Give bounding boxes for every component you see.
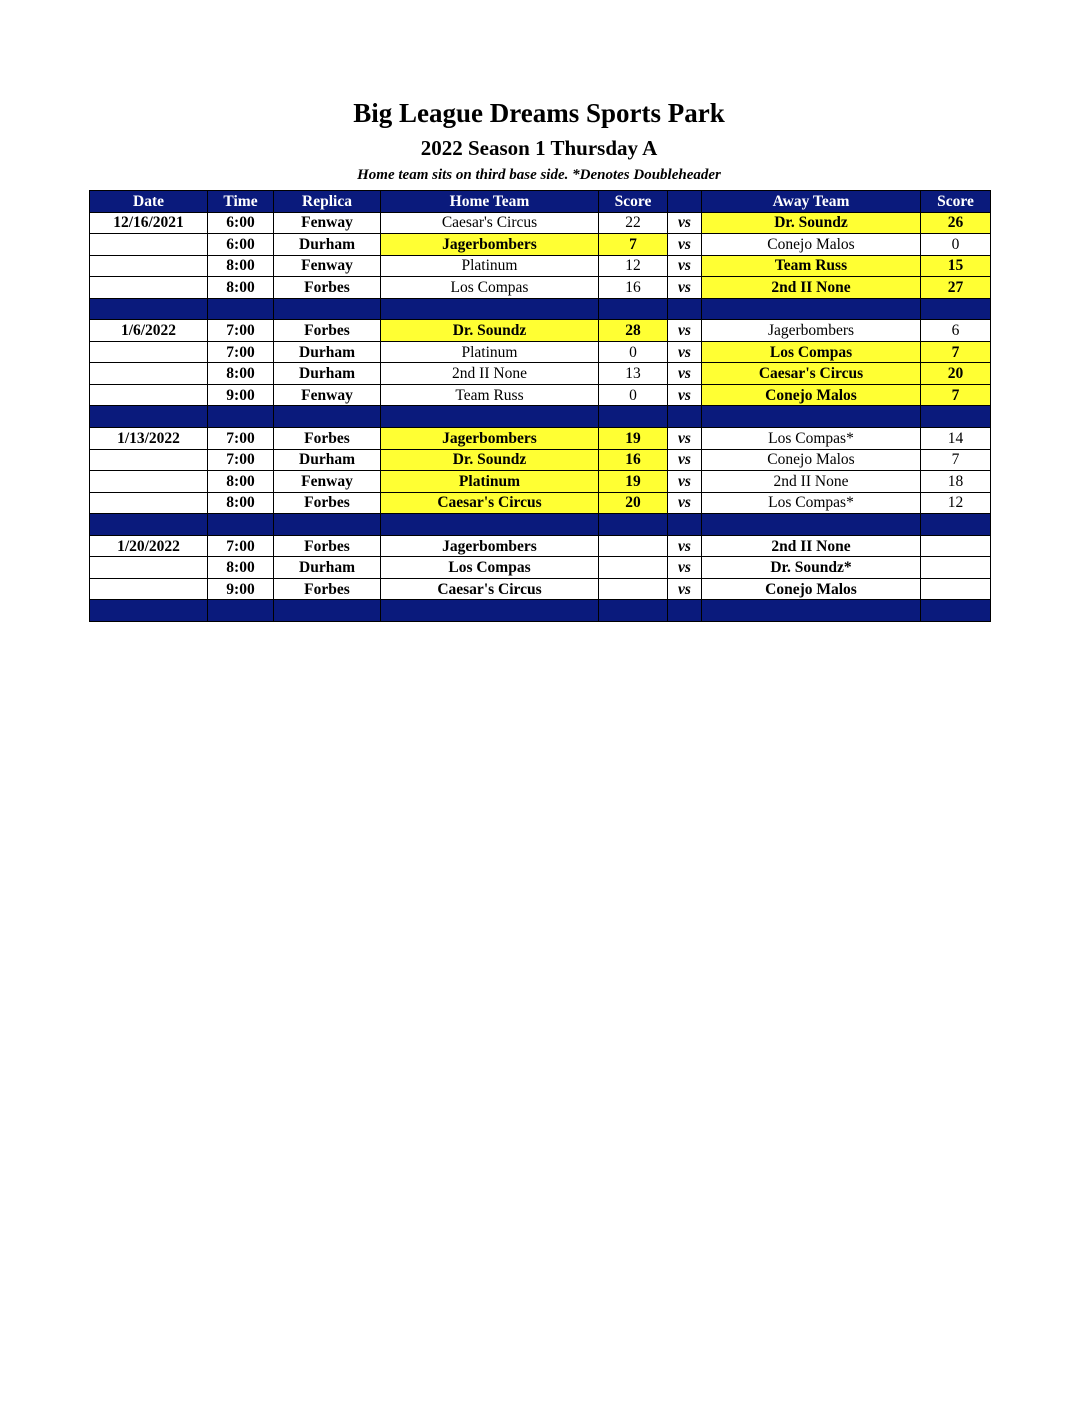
separator-cell: [90, 406, 208, 428]
schedule-table: [89, 190, 991, 622]
date-cell: [90, 255, 208, 277]
separator-cell: [921, 298, 991, 320]
time-cell: 8:00: [208, 255, 274, 277]
vs-cell: vs: [668, 535, 702, 557]
col-header-away-score: Score: [921, 191, 991, 213]
away-team-cell: Conejo Malos: [702, 384, 921, 406]
away-score-cell: 12: [921, 492, 991, 514]
separator-cell: [274, 514, 381, 536]
home-team-cell: Caesar's Circus: [381, 212, 599, 234]
home-team-cell: Platinum: [381, 471, 599, 493]
home-score-cell: [599, 557, 668, 579]
date-cell: 1/6/2022: [90, 320, 208, 342]
separator-cell: [702, 406, 921, 428]
vs-cell: vs: [668, 492, 702, 514]
replica-cell: Durham: [274, 449, 381, 471]
home-team-cell: Platinum: [381, 341, 599, 363]
vs-cell: vs: [668, 557, 702, 579]
col-header-date: Date: [90, 191, 208, 213]
table-row: [90, 471, 991, 493]
date-cell: 1/20/2022: [90, 535, 208, 557]
away-score-cell: 0: [921, 234, 991, 256]
separator-cell: [599, 514, 668, 536]
home-team-cell: Dr. Soundz: [381, 320, 599, 342]
time-cell: 6:00: [208, 212, 274, 234]
away-score-cell: 15: [921, 255, 991, 277]
separator-cell: [90, 298, 208, 320]
replica-cell: Forbes: [274, 492, 381, 514]
away-team-cell: Conejo Malos: [702, 234, 921, 256]
away-team-cell: 2nd II None: [702, 535, 921, 557]
table-row: [90, 449, 991, 471]
away-score-cell: 7: [921, 449, 991, 471]
home-team-cell: Jagerbombers: [381, 535, 599, 557]
home-team-cell: Jagerbombers: [381, 428, 599, 450]
home-score-cell: 13: [599, 363, 668, 385]
away-team-cell: Los Compas: [702, 341, 921, 363]
home-team-cell: Los Compas: [381, 277, 599, 299]
home-score-cell: 20: [599, 492, 668, 514]
away-score-cell: 7: [921, 341, 991, 363]
home-score-cell: 28: [599, 320, 668, 342]
home-score-cell: 22: [599, 212, 668, 234]
table-row: [90, 578, 991, 600]
home-team-cell: Dr. Soundz: [381, 449, 599, 471]
schedule-body: [90, 212, 991, 621]
vs-cell: vs: [668, 255, 702, 277]
away-score-cell: 18: [921, 471, 991, 493]
vs-cell: vs: [668, 234, 702, 256]
home-team-cell: Team Russ: [381, 384, 599, 406]
date-cell: [90, 471, 208, 493]
col-header-home-score: Score: [599, 191, 668, 213]
table-row: [90, 363, 991, 385]
replica-cell: Fenway: [274, 255, 381, 277]
home-score-cell: 16: [599, 277, 668, 299]
date-cell: 12/16/2021: [90, 212, 208, 234]
separator-cell: [274, 298, 381, 320]
time-cell: 8:00: [208, 492, 274, 514]
separator-cell: [381, 298, 599, 320]
time-cell: 7:00: [208, 320, 274, 342]
col-header-home-team: Home Team: [381, 191, 599, 213]
replica-cell: Durham: [274, 341, 381, 363]
separator-cell: [668, 298, 702, 320]
replica-cell: Forbes: [274, 320, 381, 342]
separator-cell: [381, 600, 599, 622]
home-team-cell: Jagerbombers: [381, 234, 599, 256]
home-team-cell: Platinum: [381, 255, 599, 277]
vs-cell: vs: [668, 384, 702, 406]
table-row: [90, 341, 991, 363]
replica-cell: Fenway: [274, 384, 381, 406]
home-team-cell: 2nd II None: [381, 363, 599, 385]
replica-cell: Durham: [274, 557, 381, 579]
col-header-replica: Replica: [274, 191, 381, 213]
away-score-cell: 14: [921, 428, 991, 450]
away-score-cell: 26: [921, 212, 991, 234]
away-score-cell: 27: [921, 277, 991, 299]
separator-cell: [381, 406, 599, 428]
vs-cell: vs: [668, 428, 702, 450]
vs-cell: vs: [668, 363, 702, 385]
date-cell: [90, 384, 208, 406]
col-header-vs: [668, 191, 702, 213]
replica-cell: Forbes: [274, 428, 381, 450]
date-cell: [90, 277, 208, 299]
time-cell: 7:00: [208, 535, 274, 557]
table-row: [90, 535, 991, 557]
separator-cell: [702, 600, 921, 622]
vs-cell: vs: [668, 578, 702, 600]
time-cell: 8:00: [208, 557, 274, 579]
separator-cell: [668, 406, 702, 428]
away-team-cell: Los Compas*: [702, 492, 921, 514]
table-row: [90, 557, 991, 579]
separator-cell: [274, 406, 381, 428]
season-subtitle: 2022 Season 1 Thursday A: [420, 136, 658, 160]
separator-cell: [208, 600, 274, 622]
vs-cell: vs: [668, 212, 702, 234]
home-score-cell: 0: [599, 341, 668, 363]
separator-cell: [702, 298, 921, 320]
separator-cell: [208, 514, 274, 536]
table-row: [90, 212, 991, 234]
away-score-cell: 7: [921, 384, 991, 406]
time-cell: 9:00: [208, 578, 274, 600]
away-team-cell: Jagerbombers: [702, 320, 921, 342]
home-score-cell: 12: [599, 255, 668, 277]
date-cell: [90, 557, 208, 579]
date-cell: [90, 341, 208, 363]
home-team-cell: Los Compas: [381, 557, 599, 579]
vs-cell: vs: [668, 341, 702, 363]
away-team-cell: Los Compas*: [702, 428, 921, 450]
replica-cell: Forbes: [274, 535, 381, 557]
table-row: [90, 255, 991, 277]
home-score-cell: 16: [599, 449, 668, 471]
away-score-cell: 6: [921, 320, 991, 342]
time-cell: 7:00: [208, 428, 274, 450]
replica-cell: Fenway: [274, 212, 381, 234]
away-score-cell: [921, 557, 991, 579]
separator-cell: [90, 514, 208, 536]
schedule-note: Home team sits on third base side. *Denotes Doubleheader: [357, 167, 721, 183]
col-header-time: Time: [208, 191, 274, 213]
separator-cell: [274, 600, 381, 622]
separator-cell: [702, 514, 921, 536]
vs-cell: vs: [668, 320, 702, 342]
time-cell: 7:00: [208, 341, 274, 363]
separator-cell: [921, 600, 991, 622]
col-header-away-team: Away Team: [702, 191, 921, 213]
replica-cell: Fenway: [274, 471, 381, 493]
time-cell: 8:00: [208, 277, 274, 299]
date-cell: [90, 234, 208, 256]
table-row: [90, 384, 991, 406]
separator-cell: [599, 600, 668, 622]
separator-cell: [921, 514, 991, 536]
away-score-cell: [921, 535, 991, 557]
separator-cell: [668, 514, 702, 536]
away-team-cell: Conejo Malos: [702, 578, 921, 600]
time-cell: 9:00: [208, 384, 274, 406]
time-cell: 6:00: [208, 234, 274, 256]
away-team-cell: Dr. Soundz*: [702, 557, 921, 579]
away-score-cell: 20: [921, 363, 991, 385]
table-row: [90, 492, 991, 514]
separator-cell: [208, 406, 274, 428]
date-cell: [90, 492, 208, 514]
replica-cell: Forbes: [274, 277, 381, 299]
home-score-cell: 0: [599, 384, 668, 406]
replica-cell: Forbes: [274, 578, 381, 600]
week-separator-row: [90, 298, 991, 320]
date-cell: [90, 578, 208, 600]
table-row: [90, 320, 991, 342]
away-team-cell: Conejo Malos: [702, 449, 921, 471]
home-team-cell: Caesar's Circus: [381, 578, 599, 600]
home-score-cell: 19: [599, 428, 668, 450]
time-cell: 7:00: [208, 449, 274, 471]
week-separator-row: [90, 600, 991, 622]
separator-cell: [599, 406, 668, 428]
home-score-cell: [599, 535, 668, 557]
separator-cell: [381, 514, 599, 536]
away-team-cell: Dr. Soundz: [702, 212, 921, 234]
separator-cell: [599, 298, 668, 320]
replica-cell: Durham: [274, 234, 381, 256]
table-header-row: [90, 191, 991, 213]
away-score-cell: [921, 578, 991, 600]
separator-cell: [668, 600, 702, 622]
week-separator-row: [90, 406, 991, 428]
week-separator-row: [90, 514, 991, 536]
separator-cell: [90, 600, 208, 622]
time-cell: 8:00: [208, 471, 274, 493]
vs-cell: vs: [668, 471, 702, 493]
separator-cell: [921, 406, 991, 428]
home-team-cell: Caesar's Circus: [381, 492, 599, 514]
date-cell: [90, 363, 208, 385]
replica-cell: Durham: [274, 363, 381, 385]
away-team-cell: Caesar's Circus: [702, 363, 921, 385]
home-score-cell: 7: [599, 234, 668, 256]
home-score-cell: [599, 578, 668, 600]
date-cell: [90, 449, 208, 471]
table-row: [90, 428, 991, 450]
page-title: Big League Dreams Sports Park: [353, 98, 725, 128]
vs-cell: vs: [668, 277, 702, 299]
separator-cell: [208, 298, 274, 320]
away-team-cell: Team Russ: [702, 255, 921, 277]
vs-cell: vs: [668, 449, 702, 471]
home-score-cell: 19: [599, 471, 668, 493]
time-cell: 8:00: [208, 363, 274, 385]
date-cell: 1/13/2022: [90, 428, 208, 450]
table-row: [90, 234, 991, 256]
table-row: [90, 277, 991, 299]
away-team-cell: 2nd II None: [702, 277, 921, 299]
away-team-cell: 2nd II None: [702, 471, 921, 493]
